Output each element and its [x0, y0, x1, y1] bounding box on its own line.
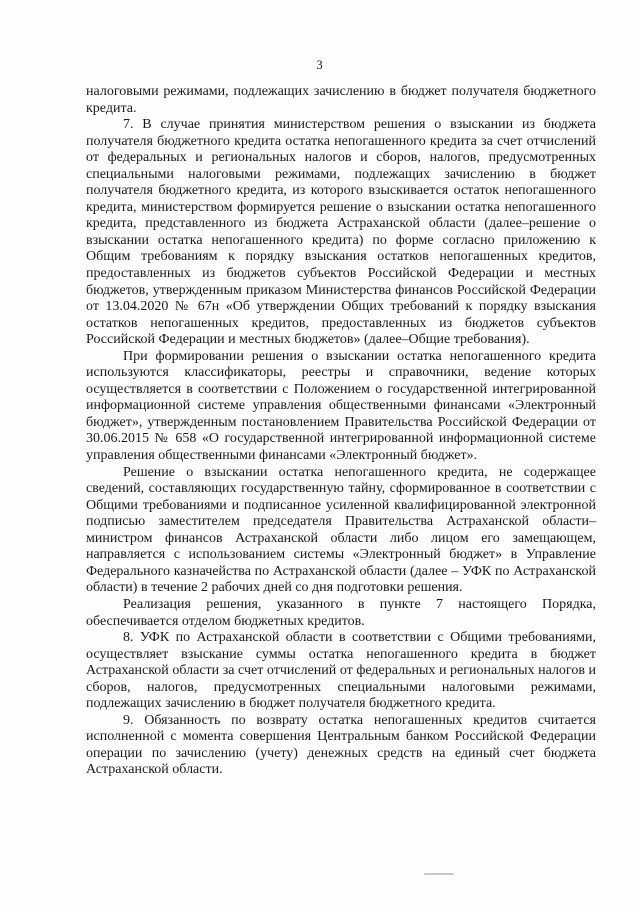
page-number: 3	[316, 58, 323, 72]
scan-artifact	[424, 873, 454, 875]
paragraph-classifiers: При формировании решения о взыскании остатка непогашенного кредита используются классификаторы, реестры и справочники, ведение которых осуществляется в соответствии с Положением о государственной интегрированной информационной системе управления общественными финансами «Электронный бюджет», утвержденным постановлением Правительства Российской Федерации от 30.06.2015 № 658 «О государственной интегрированной информационной системе управления общественными финансами «Электронный бюджет».	[86, 348, 596, 464]
paragraph-continuation: налоговыми режимами, подлежащих зачислению в бюджет получателя бюджетного кредита.	[86, 84, 596, 116]
paragraph-implementation: Реализация решения, указанного в пункте 7 настоящего Порядка, обеспечивается отделом бюджетных кредитов.	[86, 596, 596, 629]
paragraph-decision-sending: Решение о взыскании остатка непогашенного кредита, не содержащее сведений, составляющих государственную тайну, сформированное в соответствии с Общими требованиями и подписанное усиленной квалифицированной электронной подписью заместителем председателя Правительства Астраханской области–министром финансов Астраханской области либо лицом его замещающем, направляется с использованием системы «Электронный бюджет» в Управление Федерального казначейства по Астраханской области (далее – УФК по Астраханской области) в течение 2 рабочих дней со дня подготовки решения.	[86, 464, 596, 596]
document-body	[86, 84, 596, 779]
paragraph-item-8: 8. УФК по Астраханской области в соответствии с Общими требованиями, осуществляет взыскание суммы остатка непогашенного кредита в бюджет Астраханской области за счет отчислений от федеральных и региональных налогов и сборов, налогов, предусмотренных специальными налоговыми режимами, подлежащих зачислению в бюджет получателя бюджетного кредита.	[86, 630, 596, 712]
paragraph-item-7: 7. В случае принятия министерством решения о взыскании из бюджета получателя бюджетного кредита остатка непогашенного кредита за счет отчислений от федеральных и региональных налогов и сборов, налогов, предусмотренных специальными налоговыми режимами, подлежащих зачислению в бюджет получателя бюджетного кредита, из которого взыскивается остаток непогашенного кредита, министерством формируется решение о взыскании остатка непогашенного кредита, представленного из бюджета Астраханской области (далее–решение о взыскании остатка непогашенного кредита) по форме согласно приложению к Общим требованиям к порядку взыскания остатков непогашенных кредитов, предоставленных из бюджетов субъектов Российской Федерации и местных бюджетов, утвержденным приказом Министерства финансов Российской Федерации от 13.04.2020 № 67н «Об утверждении Общих требований к порядку взыскания остатков непогашенных кредитов, предоставленных из бюджетов субъектов Российской Федерации и местных бюджетов» (далее–Общие требования).	[86, 117, 596, 348]
paragraph-item-9: 9. Обязанность по возврату остатка непогашенных кредитов считается исполненной с момента совершения Центральным банком Российской Федерации операции по зачислению (учету) денежных средств на единый счет бюджета Астраханской области.	[86, 712, 596, 778]
